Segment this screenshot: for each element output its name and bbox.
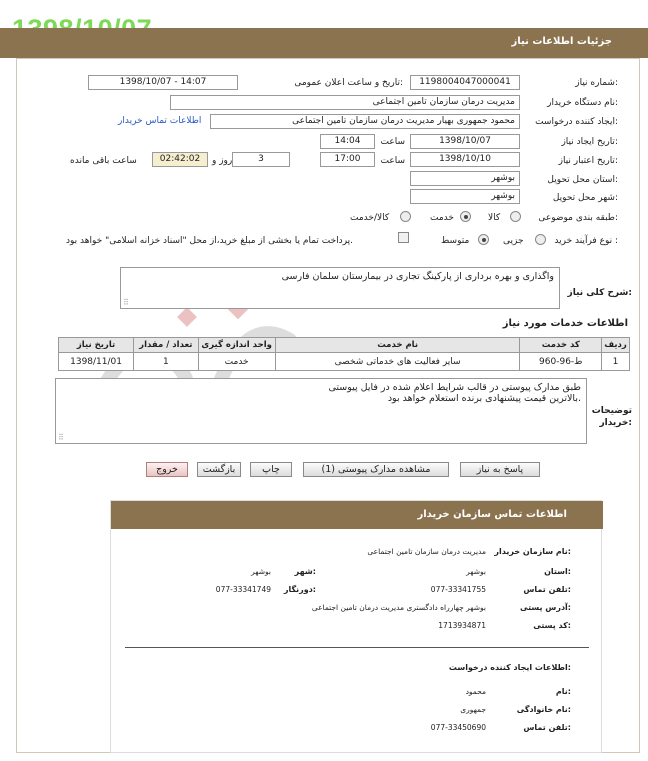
creator-family: جمهوری: [460, 705, 486, 714]
radio-minor[interactable]: [535, 234, 546, 245]
announce-label: تاریخ و ساعت اعلان عمومی:: [294, 78, 403, 88]
radio-service[interactable]: [460, 211, 471, 222]
process-label: نوع فرآیند خرید :: [554, 236, 618, 246]
col-row: ردیف: [602, 338, 630, 353]
remaining-time: 02:42:02: [152, 152, 208, 167]
radio-goods-service[interactable]: [400, 211, 411, 222]
creator-info-title: اطلاعات ایجاد کننده درخواست:: [448, 663, 571, 672]
buyer-notes-line-1: طبق مدارک پیوستی در قالب شرایط اعلام شده در فایل پیوستی: [328, 382, 581, 393]
exit-button[interactable]: خروج: [146, 462, 188, 477]
need-number-value: 1198004047000041: [410, 75, 520, 90]
creator-family-label: نام خانوادگی:: [516, 705, 571, 714]
cell-unit: خدمت: [198, 353, 275, 371]
buyer-notes-label: توضیحات خریدار:: [591, 406, 632, 428]
creator-name-label: نام:: [555, 687, 571, 696]
contact-title: اطلاعات تماس سازمان خریدار: [417, 509, 567, 520]
buyer-label: نام دستگاه خریدار:: [547, 98, 618, 108]
cell-service-code: ط-96-960: [520, 353, 602, 371]
description-textarea: [120, 267, 560, 309]
radio-minor-label: جزیی: [503, 236, 524, 246]
radio-medium-label: متوسط: [441, 236, 470, 246]
contact-phone-label: تلفن تماس:: [523, 585, 571, 594]
contact-phone: 077-33341755: [430, 585, 486, 594]
treasury-text: پرداخت تمام یا بخشی از مبلغ خرید،از محل "اسناد خزانه اسلامی" خواهد بود.: [66, 236, 354, 246]
created-label: تاریخ ایجاد نیاز:: [561, 137, 618, 147]
creator-phone: 077-33450690: [430, 723, 486, 732]
valid-date: 1398/10/10: [410, 152, 520, 167]
description-label: شرح کلی نیاز:: [567, 288, 632, 298]
contact-city-label: شهر:: [294, 567, 316, 576]
contact-org-label: نام سازمان خریدار:: [494, 547, 571, 556]
cell-quantity: 1: [134, 353, 198, 371]
col-service-name: نام خدمت: [275, 338, 520, 353]
cell-row: 1: [602, 353, 630, 371]
valid-days: 3: [232, 152, 290, 167]
buyer-notes-line-2: بالاترین قیمت پیشنهادی برنده استعلام خواهد بود.: [387, 393, 581, 404]
valid-time: 17:00: [320, 152, 375, 167]
col-service-code: کد خدمت: [520, 338, 602, 353]
contact-fax-label: دورنگار:: [283, 585, 316, 594]
col-need-date: تاریخ نیاز: [59, 338, 134, 353]
creator-value: محمود جمهوری بهیار مدیریت درمان سازمان تامین اجتماعی: [210, 114, 520, 129]
table-row: [59, 353, 630, 371]
col-quantity: تعداد / مقدار: [134, 338, 198, 353]
col-unit: واحد اندازه گیری: [198, 338, 275, 353]
resize-grip-icon[interactable]: ⠿: [123, 298, 129, 307]
radio-service-label: خدمت: [430, 213, 454, 223]
description-text: واگذاری و بهره برداری از پارکینگ تجاری در بیمارستان سلمان فارسی: [281, 271, 554, 282]
days-label: روز و: [212, 156, 233, 166]
cell-need-date: 1398/11/01: [59, 353, 134, 371]
contact-divider: [125, 647, 589, 648]
services-table: [58, 337, 630, 371]
province-value: بوشهر: [410, 171, 520, 186]
buyer-contact-link[interactable]: اطلاعات تماس خریدار: [118, 116, 202, 126]
contact-postal: 1713934871: [438, 621, 486, 630]
remaining-label: ساعت باقی مانده: [70, 156, 137, 166]
announce-value: 1398/10/07 - 14:07: [88, 75, 238, 90]
radio-goods-label: کالا: [488, 213, 501, 223]
creator-name: محمود: [465, 687, 486, 696]
creator-label: ایجاد کننده درخواست:: [535, 117, 618, 127]
resize-grip-icon[interactable]: ⠿: [58, 433, 64, 442]
contact-org: مدیریت درمان سازمان تامین اجتماعی: [367, 547, 486, 556]
contact-province-label: استان:: [544, 567, 571, 576]
contact-address-label: آدرس پستی:: [520, 603, 571, 612]
created-time: 14:04: [320, 134, 375, 149]
reply-button[interactable]: پاسخ به نیاز: [460, 462, 540, 477]
valid-time-label: ساعت: [380, 156, 405, 166]
contact-postal-label: کد پستی:: [533, 621, 571, 630]
need-number-label: شماره نیاز:: [575, 78, 618, 88]
province-label: استان محل تحویل:: [547, 175, 618, 185]
buyer-notes-textarea: [55, 378, 587, 444]
page-title: جزئیات اطلاعات نیاز: [511, 36, 612, 47]
contact-province: بوشهر: [466, 567, 486, 576]
cell-service-name: سایر فعالیت های خدماتی شخصی: [275, 353, 520, 371]
buyer-contact-panel: [110, 500, 602, 753]
created-date: 1398/10/07: [410, 134, 520, 149]
print-button[interactable]: چاپ: [250, 462, 292, 477]
creator-phone-label: تلفن تماس:: [523, 723, 571, 732]
created-time-label: ساعت: [380, 137, 405, 147]
page-header: [0, 28, 648, 58]
contact-city: بوشهر: [251, 567, 271, 576]
city-label: شهر محل تحویل:: [552, 193, 618, 203]
contact-address: بوشهر چهارراه دادگستری مدیریت درمان تامین اجتماعی: [311, 603, 486, 612]
valid-label: تاریخ اعتبار نیاز:: [558, 156, 618, 166]
view-attachments-button[interactable]: مشاهده مدارک پیوستی (1): [303, 462, 449, 477]
contact-fax: 077-33341749: [215, 585, 271, 594]
buyer-value: مدیریت درمان سازمان تامین اجتماعی: [170, 95, 520, 110]
contact-header: [111, 501, 603, 529]
back-button[interactable]: بازگشت: [197, 462, 241, 477]
treasury-checkbox[interactable]: [398, 232, 409, 243]
services-title: اطلاعات خدمات مورد نیاز: [502, 318, 628, 329]
services-header-row: [59, 338, 630, 353]
city-value: بوشهر: [410, 189, 520, 204]
radio-goods-service-label: کالا/خدمت: [350, 213, 390, 223]
radio-medium[interactable]: [478, 234, 489, 245]
category-label: طبقه بندی موضوعی:: [538, 213, 618, 223]
radio-goods[interactable]: [510, 211, 521, 222]
